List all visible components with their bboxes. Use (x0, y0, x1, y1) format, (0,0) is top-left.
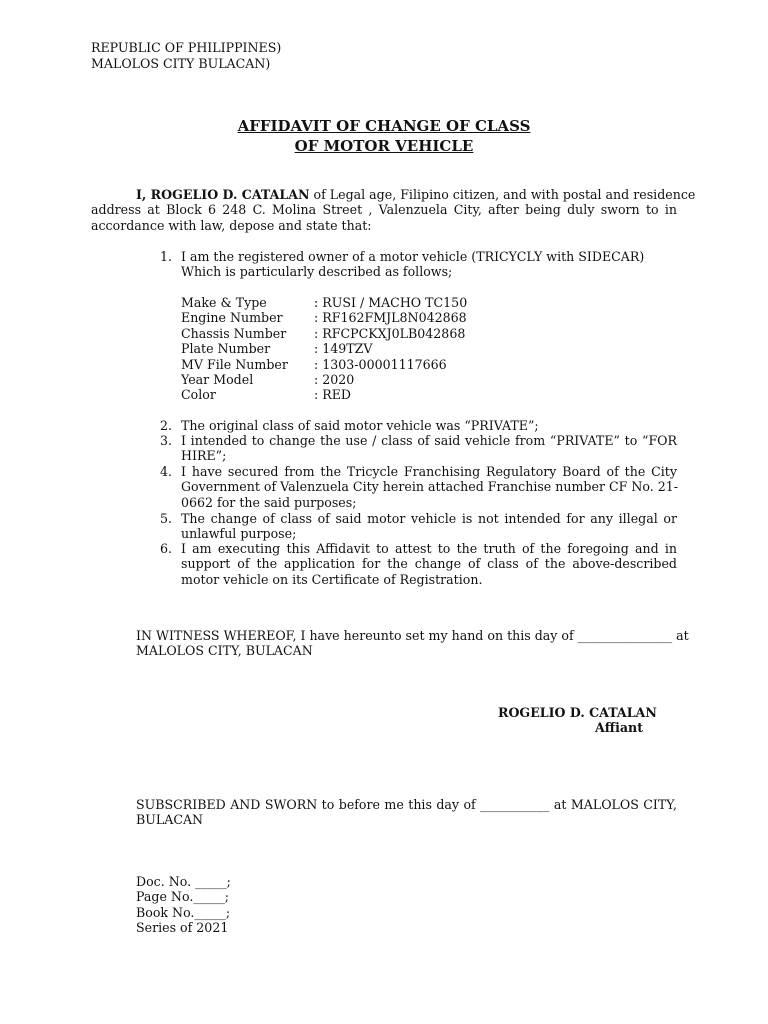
spec-value: : 1303-00001117666 (314, 357, 447, 372)
header-city: MALOLOS CITY BULACAN) (91, 56, 271, 71)
notary-page-no: Page No._____; (136, 889, 230, 904)
intro-line-1-text: of Legal age, Filipino citizen, and with postal and residence (309, 187, 696, 202)
list-item-line: Which is particularly described as follows; (181, 264, 453, 280)
list-item-line: I intended to change the use / class of said vehicle from “PRIVATE” to “FOR (181, 433, 677, 448)
list-item-line: The change of class of said motor vehicle is not intended for any illegal or (181, 511, 677, 526)
intro-line-2: address at Block 6 248 C. Molina Street , Valenzuela City, after being duly sworn to in (91, 202, 677, 218)
intro-line-1 (91, 187, 696, 202)
list-item-3 (181, 433, 677, 464)
affiant-name-inline: I, ROGELIO D. CATALAN (136, 187, 310, 202)
document-title-text2: OF MOTOR VEHICLE (294, 137, 474, 155)
signature-role: Affiant (595, 720, 644, 735)
list-item-line: HIRE”; (181, 448, 227, 464)
item-number: 5. (160, 511, 173, 526)
notary-doc-no: Doc. No. _____; (136, 874, 231, 889)
document-title-line1 (0, 119, 768, 134)
list-item-line: motor vehicle on its Certificate of Registration. (181, 571, 483, 587)
intro-line-3: accordance with law, depose and state that: (91, 217, 372, 233)
list-item-line: unlawful purpose; (181, 526, 297, 542)
item-number: 3. (160, 433, 173, 448)
spec-label: MV File Number (181, 357, 288, 372)
document-title-line2 (0, 139, 768, 154)
item-number: 2. (160, 418, 173, 433)
spec-label: Year Model (181, 372, 254, 387)
spec-row-chassis (181, 326, 581, 341)
list-item-4 (181, 464, 677, 510)
notary-book-no: Book No._____; (136, 905, 231, 920)
list-item-line: I have secured from the Tricycle Franchising Regulatory Board of the City (181, 464, 677, 479)
subscribed-line-1: SUBSCRIBED AND SWORN to before me this day of ___________ at MALOLOS CITY, (136, 797, 677, 812)
spec-row-engine (181, 310, 581, 325)
spec-row-plate (181, 341, 581, 356)
subscribed-line-2: BULACAN (136, 812, 204, 828)
item-number: 1. (160, 249, 173, 264)
list-item-1 (181, 249, 677, 280)
spec-value: : RFCPCKXJ0LB042868 (314, 326, 466, 341)
spec-row-make (181, 295, 581, 310)
list-item-line: support of the application for the change of class of the above-described (181, 556, 677, 572)
item-number: 4. (160, 464, 173, 479)
spec-label: Engine Number (181, 310, 283, 325)
witness-paragraph (136, 628, 689, 659)
spec-value: : RF162FMJL8N042868 (314, 310, 467, 325)
spec-value: : RUSI / MACHO TC150 (314, 295, 468, 310)
spec-label: Color (181, 387, 216, 402)
spec-value: : RED (314, 387, 352, 402)
document-title-text1: AFFIDAVIT OF CHANGE OF CLASS (237, 117, 531, 135)
list-item-line: Government of Valenzuela City herein attached Franchise number CF No. 21- (181, 479, 679, 495)
header-republic: REPUBLIC OF PHILIPPINES) (91, 40, 282, 55)
list-item-5 (181, 511, 677, 542)
intro-paragraph (91, 187, 696, 233)
witness-line-2: MALOLOS CITY, BULACAN (136, 643, 313, 659)
spec-row-mv-file (181, 357, 581, 372)
list-item-6 (181, 541, 677, 587)
list-item-line: I am the registered owner of a motor vehicle (TRICYCLY with SIDECAR) (181, 249, 645, 264)
spec-row-year (181, 372, 581, 387)
spec-label: Chassis Number (181, 326, 287, 341)
spec-label: Plate Number (181, 341, 271, 356)
spec-value: : 2020 (314, 372, 355, 387)
spec-label: Make & Type (181, 295, 267, 310)
list-item-line: 0662 for the said purposes; (181, 494, 357, 510)
notary-series: Series of 2021 (136, 920, 229, 935)
witness-line-1: IN WITNESS WHEREOF, I have hereunto set my hand on this day of _______________ at (136, 628, 689, 643)
subscribed-paragraph (136, 797, 677, 828)
spec-row-color (181, 387, 581, 402)
list-item-line: The original class of said motor vehicle was “PRIVATE”; (181, 418, 539, 433)
signature-name: ROGELIO D. CATALAN (498, 705, 657, 720)
spec-value: : 149TZV (314, 341, 373, 356)
list-item-line: I am executing this Affidavit to attest to the truth of the foregoing and in (181, 541, 677, 556)
list-item-2 (181, 418, 677, 433)
item-number: 6. (160, 541, 173, 556)
